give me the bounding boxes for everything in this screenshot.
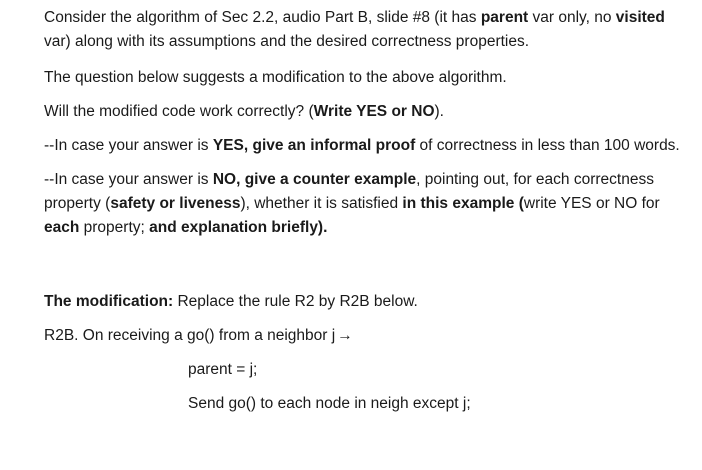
paragraph-yes-case — [44, 134, 684, 158]
bold-text: each — [44, 219, 80, 236]
text: ), whether it is satisfied — [240, 195, 403, 212]
bold-text: and explanation briefly). — [149, 219, 328, 236]
bold-text: safety or liveness — [110, 195, 241, 212]
text: --In case your answer is — [44, 137, 213, 154]
text: var only, no — [528, 9, 616, 26]
right-arrow-icon: → — [337, 327, 353, 344]
bold-text: in this example — [402, 195, 515, 212]
code-line-send — [44, 392, 684, 416]
bold-text: NO, give a counter example — [212, 171, 417, 188]
bold-text: Write YES or NO — [313, 103, 435, 120]
paragraph-question-intro — [44, 66, 684, 90]
text: ). — [434, 103, 444, 120]
code-line-parent — [44, 358, 684, 382]
text: The question below suggests a modification to the above algorithm. — [44, 69, 507, 86]
text: Replace the rule R2 by R2B below. — [173, 293, 418, 310]
document-body — [44, 6, 684, 416]
bold-text: The modification: — [44, 293, 174, 310]
bold-text: YES, give an informal proof — [212, 137, 416, 154]
text: --In case your answer is — [44, 171, 213, 188]
text: Send go() to each node in neigh except j; — [188, 395, 471, 412]
text: of correctness in less than 100 words. — [415, 137, 680, 154]
text: Will the modified code work correctly? ( — [44, 103, 314, 120]
paragraph-rule-r2b — [44, 324, 684, 348]
text: write YES or NO for — [523, 195, 660, 212]
text: parent = j; — [188, 361, 258, 378]
paragraph-modification — [44, 290, 684, 314]
paragraph-no-case — [44, 168, 684, 240]
bold-text: parent — [480, 9, 529, 26]
text: R2B. On receiving a go() from a neighbor j — [44, 327, 336, 344]
text: property; — [79, 219, 150, 236]
text: Consider the algorithm of Sec 2.2, audio Part B, slide #8 (it has — [44, 9, 481, 26]
bold-text: ( — [518, 195, 524, 212]
text: var) along with its assumptions and the desired correctness properties. — [44, 33, 530, 50]
paragraph-question — [44, 100, 684, 124]
text: , pointing out, for each correctness property ( — [44, 171, 654, 212]
bold-text: visited — [615, 9, 665, 26]
paragraph-context — [44, 6, 684, 54]
